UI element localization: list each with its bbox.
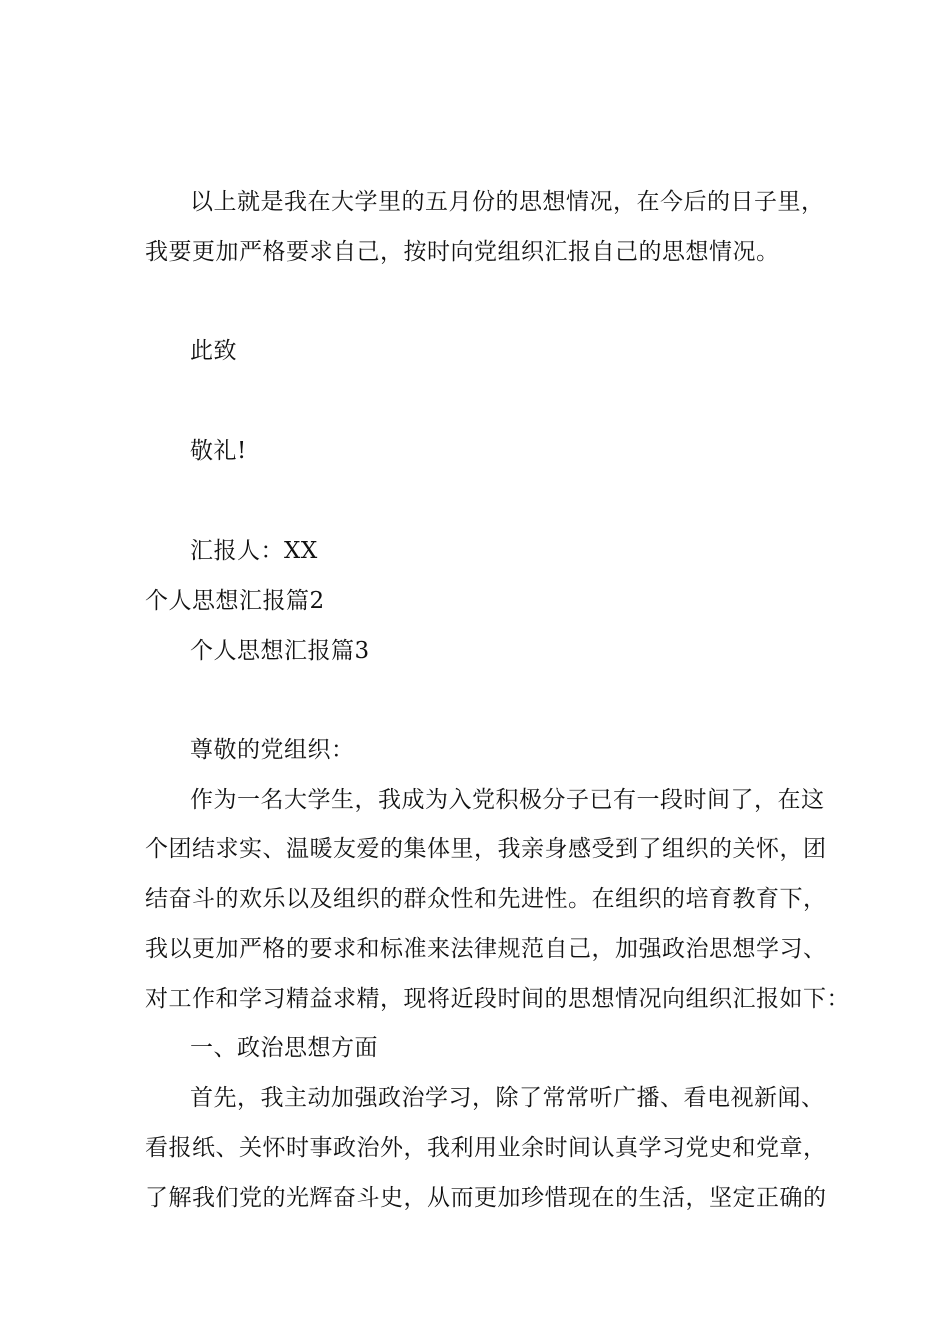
- paragraph-line: 看报纸、关怀时事政治外，我利用业余时间认真学习党史和党章，: [145, 1135, 827, 1161]
- section-heading: 个人思想汇报篇2: [145, 588, 325, 614]
- paragraph-line: 首先，我主动加强政治学习，除了常常听广播、看电视新闻、: [190, 1085, 825, 1111]
- paragraph-line: 我以更加严格的要求和标准来法律规范自己，加强政治思想学习、: [145, 936, 827, 962]
- paragraph-line: 了解我们党的光辉奋斗史，从而更加珍惜现在的生活，坚定正确的: [145, 1185, 827, 1211]
- paragraph-line: 我要更加严格要求自己，按时向党组织汇报自己的思想情况。: [145, 239, 780, 265]
- reporter-signature: 汇报人：XX: [190, 538, 318, 564]
- paragraph-line: 作为一名大学生，我成为入党积极分子已有一段时间了，在这: [190, 787, 825, 813]
- section-heading: 个人思想汇报篇3: [190, 638, 370, 664]
- paragraph-line: 以上就是我在大学里的五月份的思想情况，在今后的日子里，: [190, 189, 825, 215]
- greeting: 尊敬的党组织：: [190, 737, 355, 763]
- paragraph-line: 个团结求实、温暖友爱的集体里，我亲身感受到了组织的关怀，团: [145, 836, 827, 862]
- subsection-heading: 一、政治思想方面: [190, 1035, 378, 1061]
- closing-regards: 敬礼!: [190, 438, 247, 464]
- paragraph-line: 对工作和学习精益求精，现将近段时间的思想情况向组织汇报如下：: [145, 986, 850, 1012]
- paragraph-line: 结奋斗的欢乐以及组织的群众性和先进性。在组织的培育教育下，: [145, 886, 827, 912]
- closing-salutation: 此致: [190, 338, 237, 364]
